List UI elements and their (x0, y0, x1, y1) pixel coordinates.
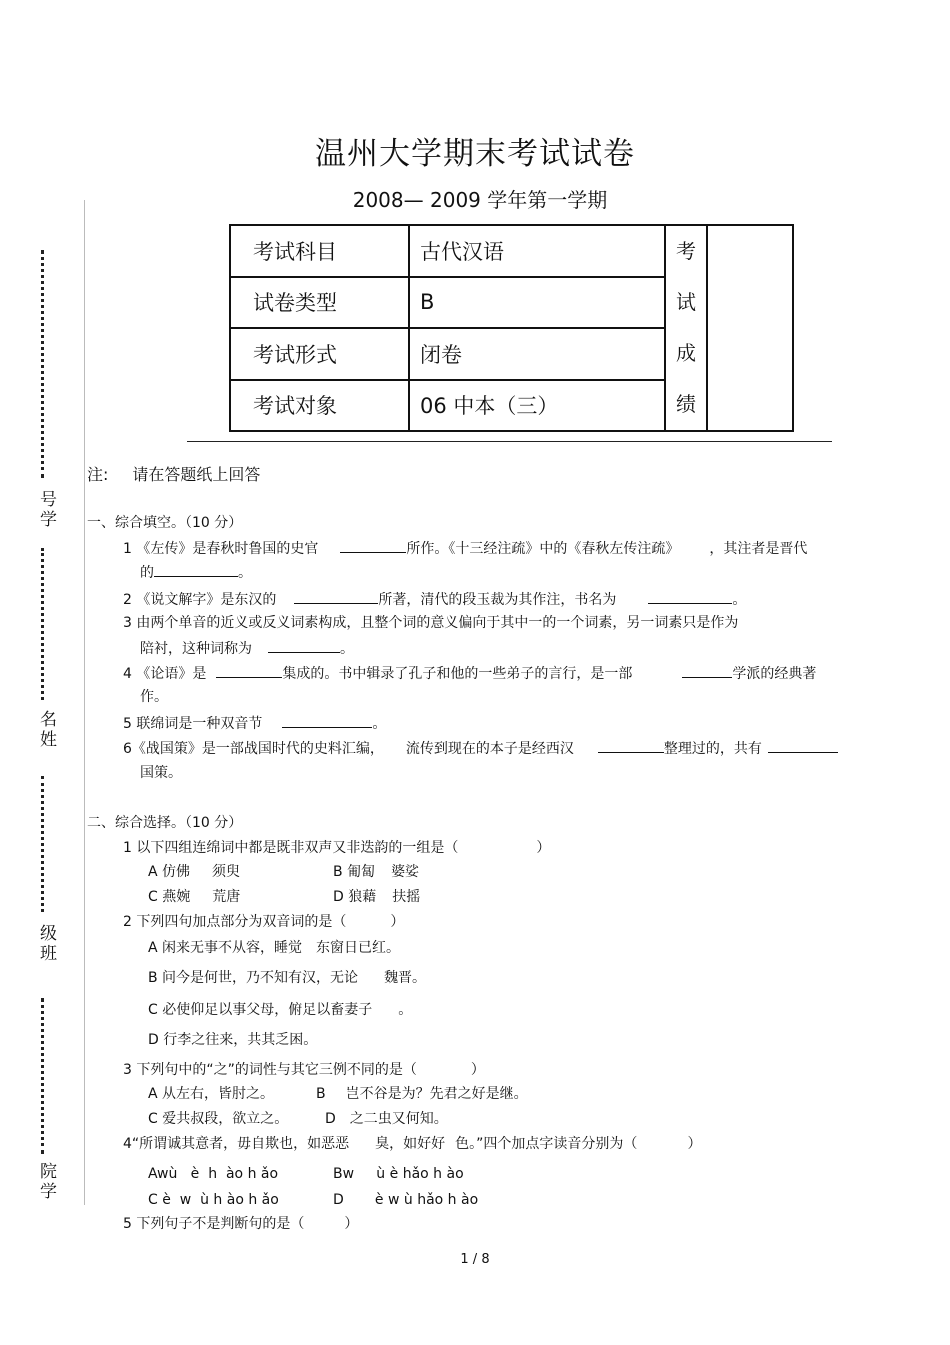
score-char: 试 (676, 290, 696, 314)
question-1-3-cont: 陪衬，这种词称为 。 (140, 638, 354, 659)
question-1-1-cont: 的 。 (140, 562, 252, 583)
score-char: 成 (676, 341, 696, 365)
score-char: 考 (676, 239, 696, 263)
question-2-3: 3 下列句中的“之”的词性与其它三例不同的是（ ） (123, 1062, 485, 1078)
question-2-1: 1 以下四组连绵词中都是既非双声又非迭韵的一组是（ ） (123, 840, 551, 856)
info-value: B (409, 277, 665, 329)
question-2-5: 5 下列句子不是判断句的是（ ） (123, 1216, 359, 1232)
exam-term: 2008— 2009 学年第一学期 (352, 188, 608, 212)
info-label: 考试对象 (230, 380, 409, 432)
q2-3-option-b: B 岂不谷是为？先君之好是继。 (316, 1086, 528, 1102)
q2-2-option-c: C 必使仰足以事父母，俯足以畜妻子 。 (148, 1002, 413, 1018)
q2-1-option-a: A 仿佛 须臾 (148, 864, 241, 880)
q2-4-option-b: Bw ù è hǎo h ào (333, 1166, 464, 1182)
binding-dots (41, 998, 44, 1154)
score-char: 绩 (676, 392, 696, 416)
info-label: 考试科目 (230, 225, 409, 277)
header-divider (187, 441, 832, 442)
info-value: 06 中本（三） (409, 380, 665, 432)
note-prefix: 注: (87, 465, 109, 484)
exam-title: 温州大学期末考试试卷 (315, 136, 635, 172)
q2-4-option-d: D è w ù hǎo h ào (333, 1192, 479, 1208)
question-2-4: 4“所谓诚其意者，毋自欺也，如恶恶 臭，如好好 色。”四个加点字读音分别为（ ） (123, 1136, 702, 1152)
section-2-title: 二、综合选择。（10 分） (87, 815, 243, 831)
info-value: 古代汉语 (409, 225, 665, 277)
q2-3-option-c: C 爱共叔段，欲立之。 (148, 1111, 289, 1127)
question-1-4: 4 《论语》是 集成的。书中辑录了孔子和他的一些弟子的言行，是一部 学派的经典著 (123, 663, 816, 684)
binding-dots (41, 548, 44, 700)
question-1-2: 2 《说文解字》是东汉的 所著，清代的段玉裁为其作注，书名为 。 (123, 589, 746, 610)
q2-3-option-d: D 之二虫又何知。 (325, 1111, 448, 1127)
question-1-1: 1 《左传》是春秋时鲁国的史官 所作。《十三经注疏》中的《春秋左传注疏》 ，其注者是晋代 (123, 538, 807, 559)
q2-1-option-b: B 匍匐 婆娑 (333, 864, 420, 880)
q2-2-option-a: A 闲来无事不从容，睡觉 东窗日已红。 (148, 940, 401, 956)
name-label: 名姓 (40, 710, 57, 750)
q2-1-option-d: D 狼藉 扶摇 (333, 889, 421, 905)
q2-2-option-d: D 行李之往来，共其乏困。 (148, 1032, 318, 1048)
section-1-title: 一、综合填空。（10 分） (87, 515, 243, 531)
q2-3-option-a: A 从左右，皆肘之。 (148, 1086, 275, 1102)
binding-dots (41, 250, 44, 478)
question-1-6: 6《战国策》是一部战国时代的史料汇编， 流传到现在的本子是经西汉 整理过的，共有 (123, 738, 838, 759)
q2-4-option-c: C è w ù h ào h ǎo (148, 1192, 279, 1208)
info-label: 考试形式 (230, 328, 409, 380)
page-number: 1 / 8 (460, 1252, 490, 1267)
info-value: 闭卷 (409, 328, 665, 380)
college-label: 院学 (40, 1162, 57, 1202)
exam-note (87, 462, 284, 485)
class-label: 级班 (40, 924, 57, 964)
score-label (665, 225, 707, 431)
question-2-2: 2 下列四句加点部分为双音词的是（ ） (123, 914, 405, 930)
student-id-label: 号学 (40, 490, 57, 530)
note-text: 请在答题纸上回答 (132, 465, 261, 484)
question-1-6-cont: 国策。 (140, 765, 182, 781)
binding-dots (41, 776, 44, 912)
info-label: 试卷类型 (230, 277, 409, 329)
question-1-4-cont: 作。 (140, 689, 168, 705)
score-box (707, 225, 793, 431)
question-1-3: 3 由两个单音的近义或反义词素构成，且整个词的意义偏向于其中一的一个词素，另一词素只是作为 (123, 615, 739, 631)
q2-1-option-c: C 燕婉 荒唐 (148, 889, 241, 905)
question-1-5: 5 联绵词是一种双音节 。 (123, 713, 386, 734)
q2-4-option-a: Awù è h ào h ǎo (148, 1166, 279, 1182)
q2-2-option-b: B 问今是何世，乃不知有汉，无论 魏晋。 (148, 970, 427, 986)
binding-line (84, 200, 85, 1205)
exam-info-table (229, 224, 794, 432)
